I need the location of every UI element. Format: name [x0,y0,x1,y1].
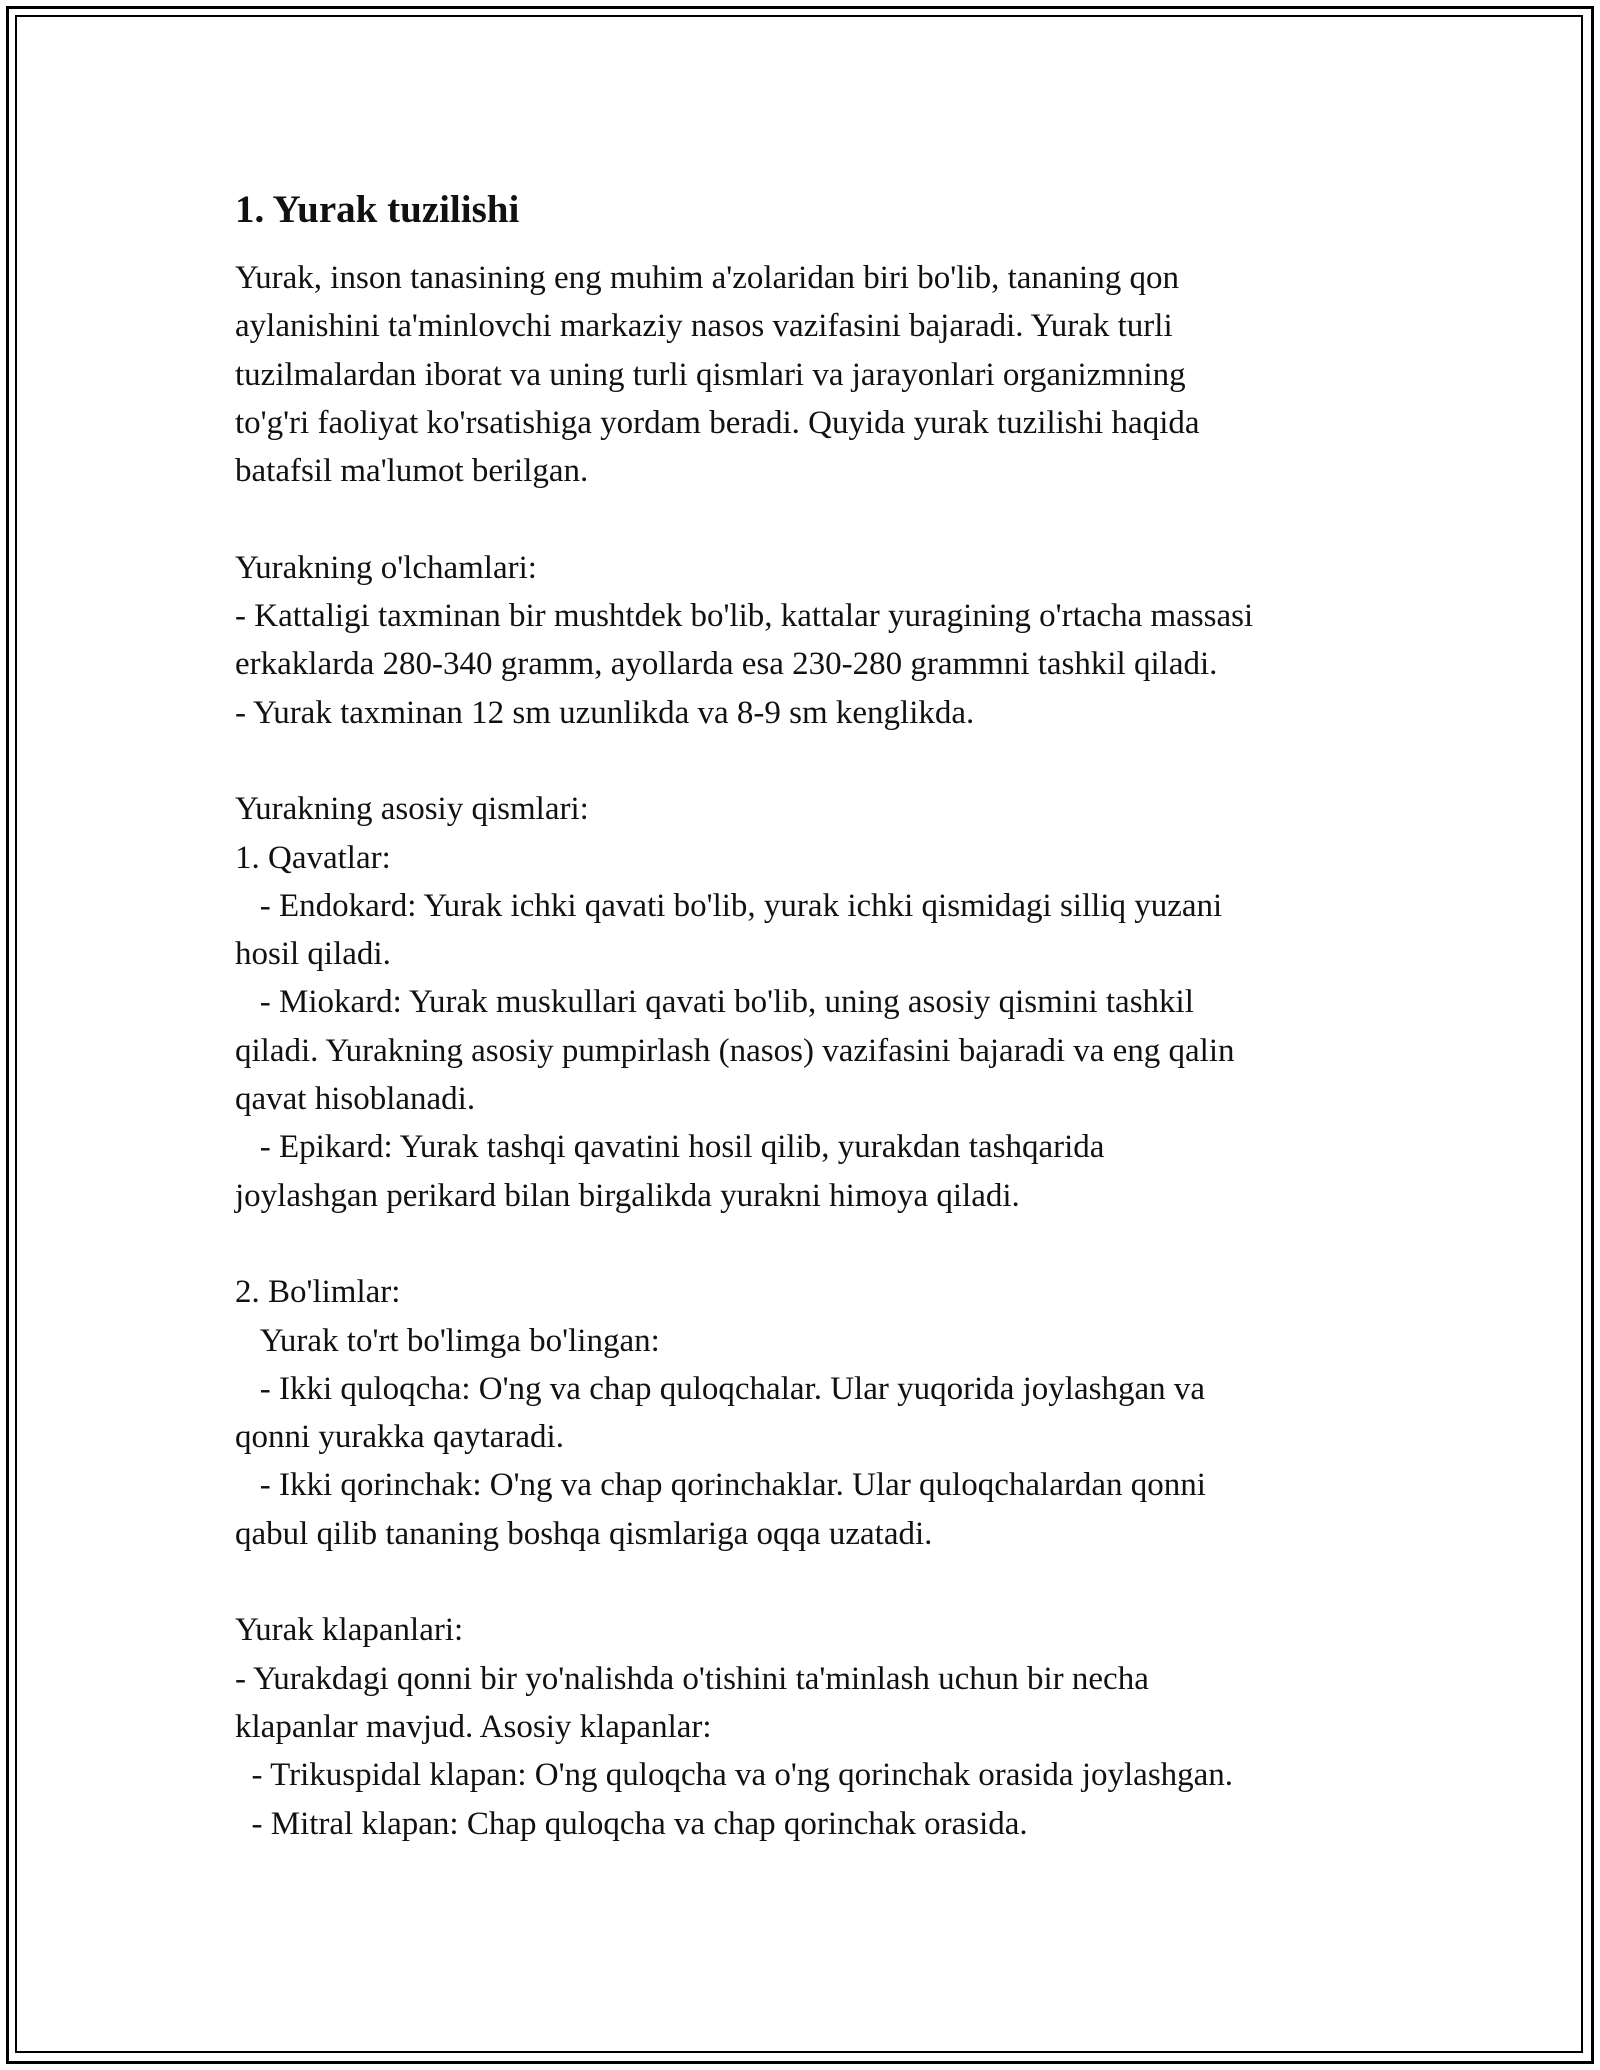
text-line: Yurak klapanlari: [235,1612,464,1649]
text-line: Yurakning o'lchamlari: [235,549,537,586]
text-line: batafsil ma'lumot berilgan. [235,453,589,490]
text-line: - Endokard: Yurak ichki qavati bo'lib, yurak ichki qismidagi silliq yuzani [235,887,1223,924]
text-line: Yurakning asosiy qismlari: [235,791,589,828]
text-line: qavat hisoblanadi. [235,1081,476,1118]
text-line: qabul qilib tananing boshqa qismlariga oqqa uzatadi. [235,1515,933,1552]
text-line: Yurak to'rt bo'limga bo'lingan: [235,1322,660,1359]
text-line: - Mitral klapan: Chap quloqcha va chap qorinchak orasida. [235,1805,1028,1842]
section-title: 1. Yurak tuzilishi [235,188,520,231]
text-line: - Yurakdagi qonni bir yo'nalishda o'tishini ta'minlash uchun bir necha [235,1660,1149,1697]
text-line: qiladi. Yurakning asosiy pumpirlash (nasos) vazifasini bajaradi va eng qalin [235,1032,1235,1069]
text-line: - Miokard: Yurak muskullari qavati bo'lib, uning asosiy qismini tashkil [235,984,1194,1021]
blank-line [235,1220,1385,1268]
text-line: joylashgan perikard bilan birgalikda yurakni himoya qiladi. [235,1177,1020,1214]
text-line: - Epikard: Yurak tashqi qavatini hosil qilib, yurakdan tashqarida [235,1129,1105,1166]
text-line: - Ikki quloqcha: O'ng va chap quloqchalar. Ular yuqorida joylashgan va [235,1370,1206,1407]
text-line: tuzilmalardan iborat va uning turli qismlari va jarayonlari organizmning [235,356,1186,393]
text-line: - Yurak taxminan 12 sm uzunlikda va 8-9 sm kenglikda. [235,694,975,731]
document-body [235,186,1385,1848]
text-line: aylanishini ta'minlovchi markaziy nasos vazifasini bajaradi. Yurak turli [235,308,1173,345]
document-text [235,254,1385,1848]
text-line: erkaklarda 280-340 gramm, ayollarda esa 230-280 grammni tashkil qiladi. [235,646,1218,683]
text-line: - Ikki qorinchak: O'ng va chap qorinchaklar. Ular quloqchalardan qonni [235,1467,1206,1504]
text-line: klapanlar mavjud. Asosiy klapanlar: [235,1708,712,1745]
text-line: - Kattaligi taxminan bir mushtdek bo'lib, kattalar yuragining o'rtacha massasi [235,598,1254,635]
text-line: hosil qiladi. [235,936,391,973]
blank-line [235,495,1385,543]
text-line: Yurak, inson tanasining eng muhim a'zolaridan biri bo'lib, tananing qon [235,260,1179,296]
text-line: 2. Bo'limlar: [235,1274,401,1311]
text-line: to'g'ri faoliyat ko'rsatishiga yordam beradi. Quyida yurak tuzilishi haqida [235,404,1200,441]
text-line: - Trikuspidal klapan: O'ng quloqcha va o'ng qorinchak orasida joylashgan. [235,1757,1234,1794]
blank-line [235,1558,1385,1606]
text-line: 1. Qavatlar: [235,839,391,876]
text-line: qonni yurakka qaytaradi. [235,1419,564,1456]
blank-line [235,737,1385,785]
